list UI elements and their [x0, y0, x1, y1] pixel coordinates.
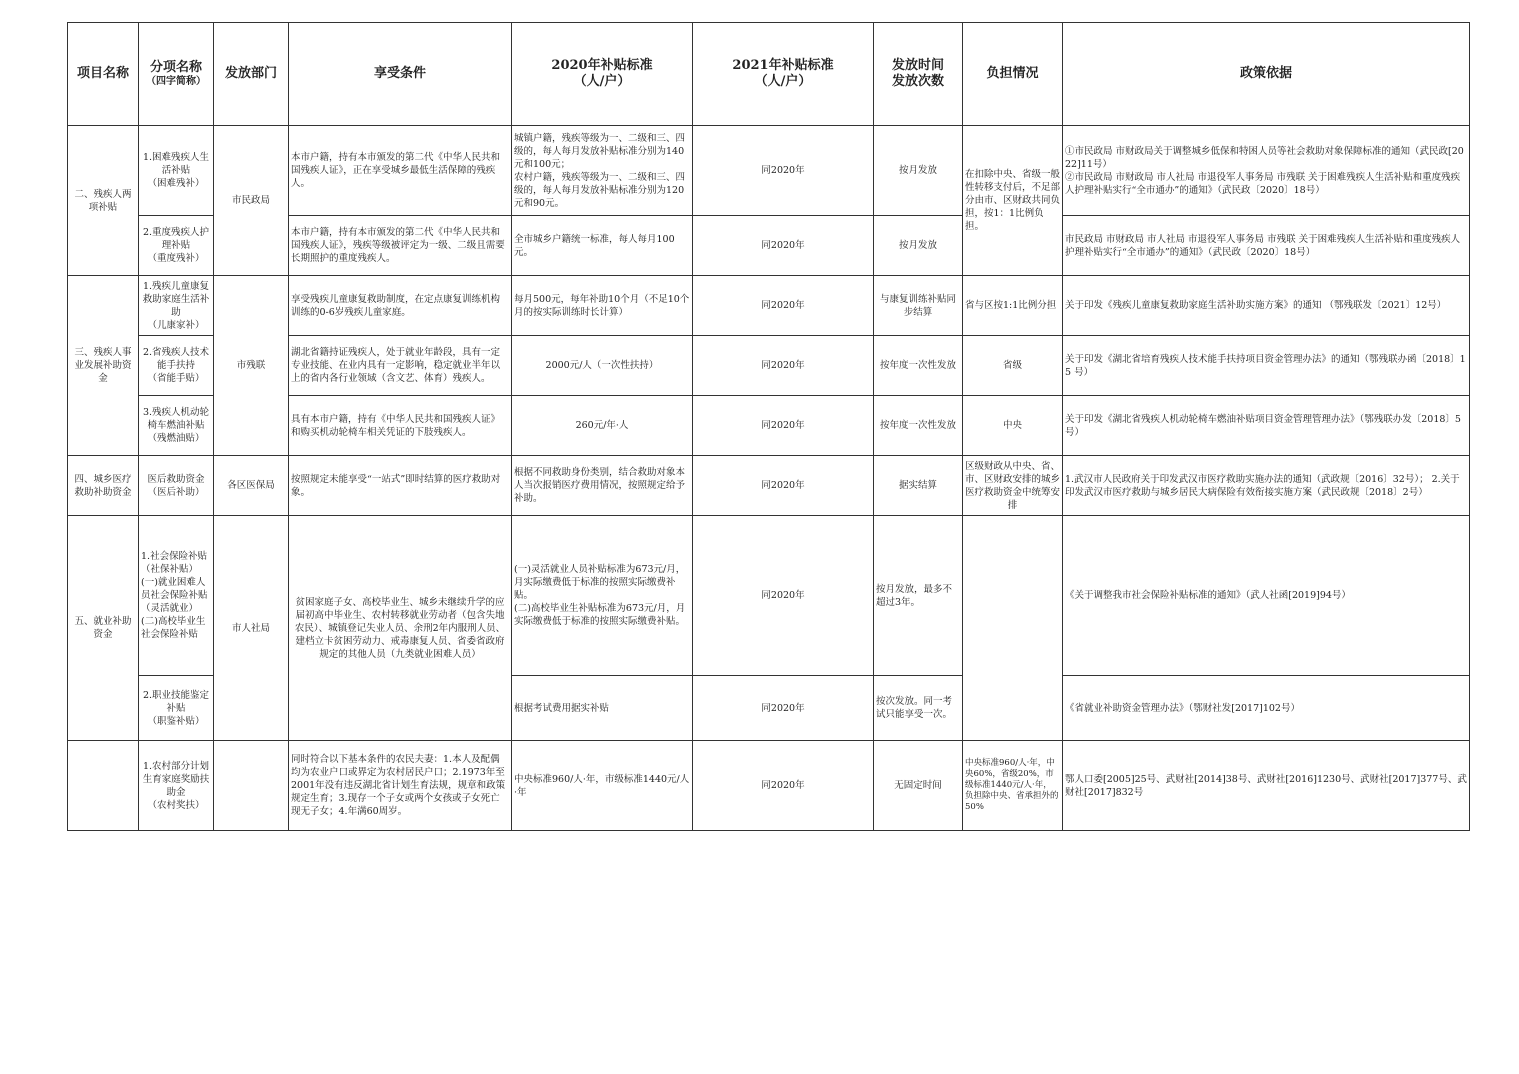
policy-cell: ①市民政局 市财政局关于调整城乡低保和特困人员等社会救助对象保障标准的通知（武民政[2022]11号） ②市民政局 市财政局 市人社局 市退役军人事务局 市残联 关于困难残疾人生活补贴和重度残疾人护理补贴实行“全市通办”的通知》（武民政〔2020〕18号） — [1063, 126, 1470, 216]
std2021-cell: 同2020年 — [693, 741, 874, 831]
subitem-cell: 1.社会保险补贴 （社保补贴） (一)就业困难人员社会保险补贴（灵活就业） (二)高校毕业生社会保险补贴 — [139, 516, 214, 676]
table-row — [68, 516, 1470, 676]
time-cell: 按年度一次性发放 — [874, 336, 963, 396]
condition-cell: 具有本市户籍，持有《中华人民共和国残疾人证》和购买机动轮椅车相关凭证的下肢残疾人。 — [289, 396, 512, 456]
burden-cell: 中央标准960/人·年，中央60%，省级20%，市级标准1440元/人·年，负担除中央、省承担外的50% — [963, 741, 1063, 831]
condition-cell: 本市户籍，持有本市颁发的第二代《中华人民共和国残疾人证》，残疾等级被评定为一级、二级且需要长期照护的重度残疾人。 — [289, 216, 512, 276]
time-cell: 按月发放，最多不超过3年。 — [874, 516, 963, 676]
std2020-cell: 2000元/人（一次性扶持） — [512, 336, 693, 396]
subitem-cell: 2.重度残疾人护理补贴 （重度残补） — [139, 216, 214, 276]
time-cell: 按月发放 — [874, 126, 963, 216]
std2021-cell: 同2020年 — [693, 276, 874, 336]
condition-cell: 按照规定未能享受“一站式”即时结算的医疗救助对象。 — [289, 456, 512, 516]
policy-cell: 关于印发《湖北省培育残疾人技术能手扶持项目资金管理办法》的通知（鄂残联办函〔2018〕15 号） — [1063, 336, 1470, 396]
burden-cell — [963, 516, 1063, 741]
header-subitem-note: （四字简称） — [146, 76, 206, 87]
header-row — [68, 23, 1470, 126]
header-std2021-main: 2021年补贴标准 — [732, 58, 834, 73]
header-std2021 — [693, 23, 874, 126]
time-cell: 按次发放。同一考试只能享受一次。 — [874, 676, 963, 741]
policy-cell: 1.武汉市人民政府关于印发武汉市医疗救助实施办法的通知（武政规〔2016〕32号）； 2.关于印发武汉市医疗救助与城乡居民大病保险有效衔接实施方案（武民政规〔2018〕2号） — [1063, 456, 1470, 516]
std2021-cell: 同2020年 — [693, 676, 874, 741]
project-cell: 三、残疾人事业发展补助资金 — [68, 276, 139, 456]
header-time — [874, 23, 963, 126]
header-policy: 政策依据 — [1063, 23, 1470, 126]
dept-cell: 市人社局 — [214, 516, 289, 741]
subitem-cell: 3.残疾人机动轮椅车燃油补贴 （残燃油贴） — [139, 396, 214, 456]
burden-cell: 中央 — [963, 396, 1063, 456]
policy-cell: 市民政局 市财政局 市人社局 市退役军人事务局 市残联 关于困难残疾人生活补贴和重度残疾人护理补贴实行“全市通办”的通知》（武民政〔2020〕18号） — [1063, 216, 1470, 276]
subsidy-table — [67, 22, 1470, 831]
dept-cell: 市残联 — [214, 276, 289, 456]
std2021-cell: 同2020年 — [693, 216, 874, 276]
policy-cell: 《关于调整我市社会保险补贴标准的通知》（武人社函[2019]94号） — [1063, 516, 1470, 676]
time-cell: 据实结算 — [874, 456, 963, 516]
std2020-cell: 260元/年·人 — [512, 396, 693, 456]
header-subitem — [139, 23, 214, 126]
project-cell: 四、城乡医疗救助补助资金 — [68, 456, 139, 516]
header-dept: 发放部门 — [214, 23, 289, 126]
std2021-cell: 同2020年 — [693, 516, 874, 676]
subitem-cell: 2.省残疾人技术能手扶持 （省能手贴） — [139, 336, 214, 396]
header-time-main: 发放时间 — [891, 58, 944, 73]
std2021-cell: 同2020年 — [693, 456, 874, 516]
std2020-cell: 根据不同救助身份类别，结合救助对象本人当次报销医疗费用情况，按照规定给予补助。 — [512, 456, 693, 516]
burden-cell: 省级 — [963, 336, 1063, 396]
condition-cell: 本市户籍，持有本市颁发的第二代《中华人民共和国残疾人证》，正在享受城乡最低生活保障的残疾人。 — [289, 126, 512, 216]
table-row — [68, 126, 1470, 216]
table-row — [68, 456, 1470, 516]
condition-cell: 享受残疾儿童康复救助制度，在定点康复训练机构训练的0-6岁残疾儿童家庭。 — [289, 276, 512, 336]
dept-cell: 市民政局 — [214, 126, 289, 276]
project-cell — [68, 741, 139, 831]
policy-cell: 关于印发《残疾儿童康复救助家庭生活补助实施方案》的通知 （鄂残联发〔2021〕12号） — [1063, 276, 1470, 336]
std2021-cell: 同2020年 — [693, 126, 874, 216]
header-std2020-unit: （人/户） — [573, 74, 631, 89]
std2020-cell: (一)灵活就业人员补贴标准为673元/月，月实际缴费低于标准的按照实际缴费补贴。 (二)高校毕业生补贴标准为673元/月，月实际缴费低于标准的按照实际缴费补贴。 — [512, 516, 693, 676]
condition-cell: 贫困家庭子女、高校毕业生、城乡未继续升学的应届初高中毕业生、农村转移就业劳动者（包含失地农民）、城镇登记失业人员、余刑2年内服刑人员、建档立卡贫困劳动力、戒毒康复人员、省委省政府规定的其他人员（九类就业困难人员） — [289, 516, 512, 741]
subitem-cell: 1.农村部分计划生育家庭奖励扶助金 （农村奖扶） — [139, 741, 214, 831]
project-cell: 五、就业补助资金 — [68, 516, 139, 741]
time-cell: 与康复训练补贴同步结算 — [874, 276, 963, 336]
project-cell: 二、残疾人两项补贴 — [68, 126, 139, 276]
std2020-cell: 根据考试费用据实补贴 — [512, 676, 693, 741]
header-std2020 — [512, 23, 693, 126]
burden-cell: 区级财政从中央、省、市、区财政安排的城乡医疗救助资金中统筹安排 — [963, 456, 1063, 516]
policy-cell: 《省就业补助资金管理办法》（鄂财社发[2017]102号） — [1063, 676, 1470, 741]
policy-cell: 关于印发《湖北省残疾人机动轮椅车燃油补贴项目资金管理管理办法》（鄂残联办发〔2018〕5号） — [1063, 396, 1470, 456]
std2021-cell: 同2020年 — [693, 396, 874, 456]
time-cell: 无固定时间 — [874, 741, 963, 831]
subitem-cell: 医后救助资金 （医后补助） — [139, 456, 214, 516]
header-std2020-main: 2020年补贴标准 — [551, 58, 653, 73]
time-cell: 按年度一次性发放 — [874, 396, 963, 456]
subitem-cell: 1.困难残疾人生活补贴 （困难残补） — [139, 126, 214, 216]
header-subitem-main: 分项名称 — [149, 60, 202, 75]
std2020-cell: 每月500元，每年补助10个月（不足10个月的按实际训练时长计算） — [512, 276, 693, 336]
dept-cell — [214, 741, 289, 831]
table-row — [68, 741, 1470, 831]
header-time-sub: 发放次数 — [891, 74, 944, 89]
std2021-cell: 同2020年 — [693, 336, 874, 396]
burden-cell: 省与区按1:1比例分担 — [963, 276, 1063, 336]
condition-cell: 湖北省籍持证残疾人，处于就业年龄段，具有一定专业技能、在业内具有一定影响，稳定就业半年以上的省内各行业领域（含文艺、体育）残疾人。 — [289, 336, 512, 396]
header-project: 项目名称 — [68, 23, 139, 126]
std2020-cell: 中央标准960/人·年，市级标准1440元/人·年 — [512, 741, 693, 831]
header-condition: 享受条件 — [289, 23, 512, 126]
std2020-cell: 全市城乡户籍统一标准，每人每月100元。 — [512, 216, 693, 276]
subitem-cell: 1.残疾儿童康复救助家庭生活补助 （儿康家补） — [139, 276, 214, 336]
time-cell: 按月发放 — [874, 216, 963, 276]
policy-cell: 鄂人口委[2005]25号、武财社[2014]38号、武财社[2016]1230号、武财社[2017]377号、武财社[2017]832号 — [1063, 741, 1470, 831]
burden-cell: 在扣除中央、省级一般性转移支付后，不足部分由市、区财政共同负担，按1：1比例负担。 — [963, 126, 1063, 276]
dept-cell: 各区医保局 — [214, 456, 289, 516]
header-std2021-unit: （人/户） — [754, 74, 812, 89]
subitem-cell: 2.职业技能鉴定补贴 （职鉴补贴） — [139, 676, 214, 741]
table-row — [68, 276, 1470, 336]
std2020-cell: 城镇户籍，残疾等级为一、二级和三、四级的，每人每月发放补贴标准分别为140元和100元； 农村户籍，残疾等级为一、二级和三、四级的，每人每月发放补贴标准分别为120元和90元。 — [512, 126, 693, 216]
condition-cell: 同时符合以下基本条件的农民夫妻：1.本人及配偶均为农业户口或界定为农村居民户口；2.1973年至2001年没有违反湖北省计划生育法规，规章和政策规定生育；3.现存一个子女或两个女孩或子女死亡现无子女；4.年满60周岁。 — [289, 741, 512, 831]
header-burden: 负担情况 — [963, 23, 1063, 126]
